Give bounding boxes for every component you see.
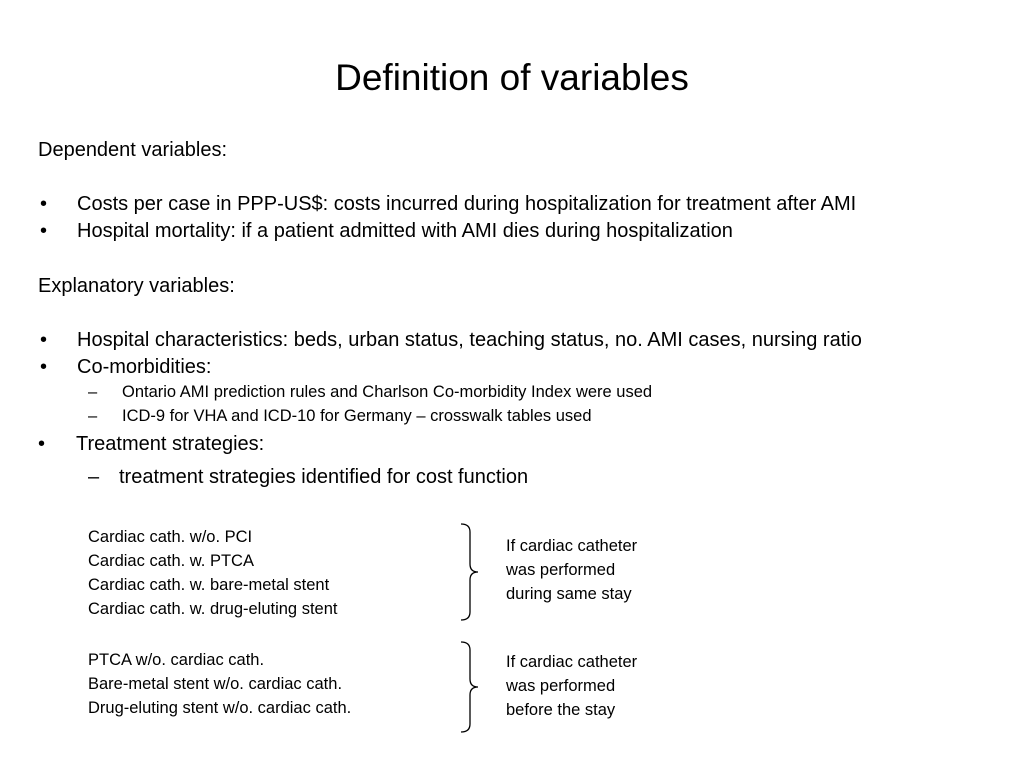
dash-marker: –	[88, 407, 98, 425]
strategy-item: Cardiac cath. w. PTCA	[88, 552, 254, 570]
slide-title: Definition of variables	[335, 57, 689, 98]
bullet-marker: •	[38, 433, 46, 455]
note-line: was performed	[506, 561, 616, 579]
note-line: If cardiac catheter	[506, 653, 638, 671]
same-stay-note	[506, 534, 637, 606]
strategy-item: Cardiac cath. w. drug-eluting stent	[88, 600, 338, 618]
bullet-text: Hospital characteristics: beds, urban status, teaching status, no. AMI cases, nursing ratio	[77, 329, 862, 351]
bullet-marker: •	[40, 220, 48, 242]
strategy-item: Cardiac cath. w. bare-metal stent	[88, 576, 330, 594]
bullet-marker: •	[40, 193, 48, 215]
bullet-text: Co-morbidities:	[77, 356, 212, 378]
subbullet-text: treatment strategies identified for cost function	[119, 466, 529, 488]
bullet-marker: •	[40, 356, 48, 378]
bullet-text: Hospital mortality: if a patient admitted with AMI dies during hospitalization	[77, 220, 733, 242]
dash-marker: –	[88, 383, 98, 401]
strategy-group-same-stay	[88, 525, 337, 621]
strategy-group-before-stay	[88, 648, 351, 720]
curly-brace-icon	[458, 640, 482, 734]
strategy-item: Bare-metal stent w/o. cardiac cath.	[88, 675, 343, 693]
strategy-item: Drug-eluting stent w/o. cardiac cath.	[88, 699, 352, 717]
strategy-item: PTCA w/o. cardiac cath.	[88, 651, 265, 669]
before-stay-note	[506, 650, 637, 722]
bullet-marker: •	[40, 329, 48, 351]
note-line: during same stay	[506, 585, 632, 603]
dash-marker: –	[88, 466, 100, 488]
bullet-text: Treatment strategies:	[76, 433, 265, 455]
explanatory-variables-heading: Explanatory variables:	[38, 275, 235, 297]
subbullet-text: Ontario AMI prediction rules and Charlson Co-morbidity Index were used	[122, 383, 653, 401]
strategy-item: Cardiac cath. w/o. PCI	[88, 528, 253, 546]
bullet-text: Costs per case in PPP-US$: costs incurred during hospitalization for treatment after AMI	[77, 193, 857, 215]
note-line: before the stay	[506, 701, 616, 719]
note-line: was performed	[506, 677, 616, 695]
curly-brace-icon	[458, 522, 482, 622]
note-line: If cardiac catheter	[506, 537, 638, 555]
subbullet-text: ICD-9 for VHA and ICD-10 for Germany – crosswalk tables used	[122, 407, 592, 425]
dependent-variables-heading: Dependent variables:	[38, 139, 228, 161]
